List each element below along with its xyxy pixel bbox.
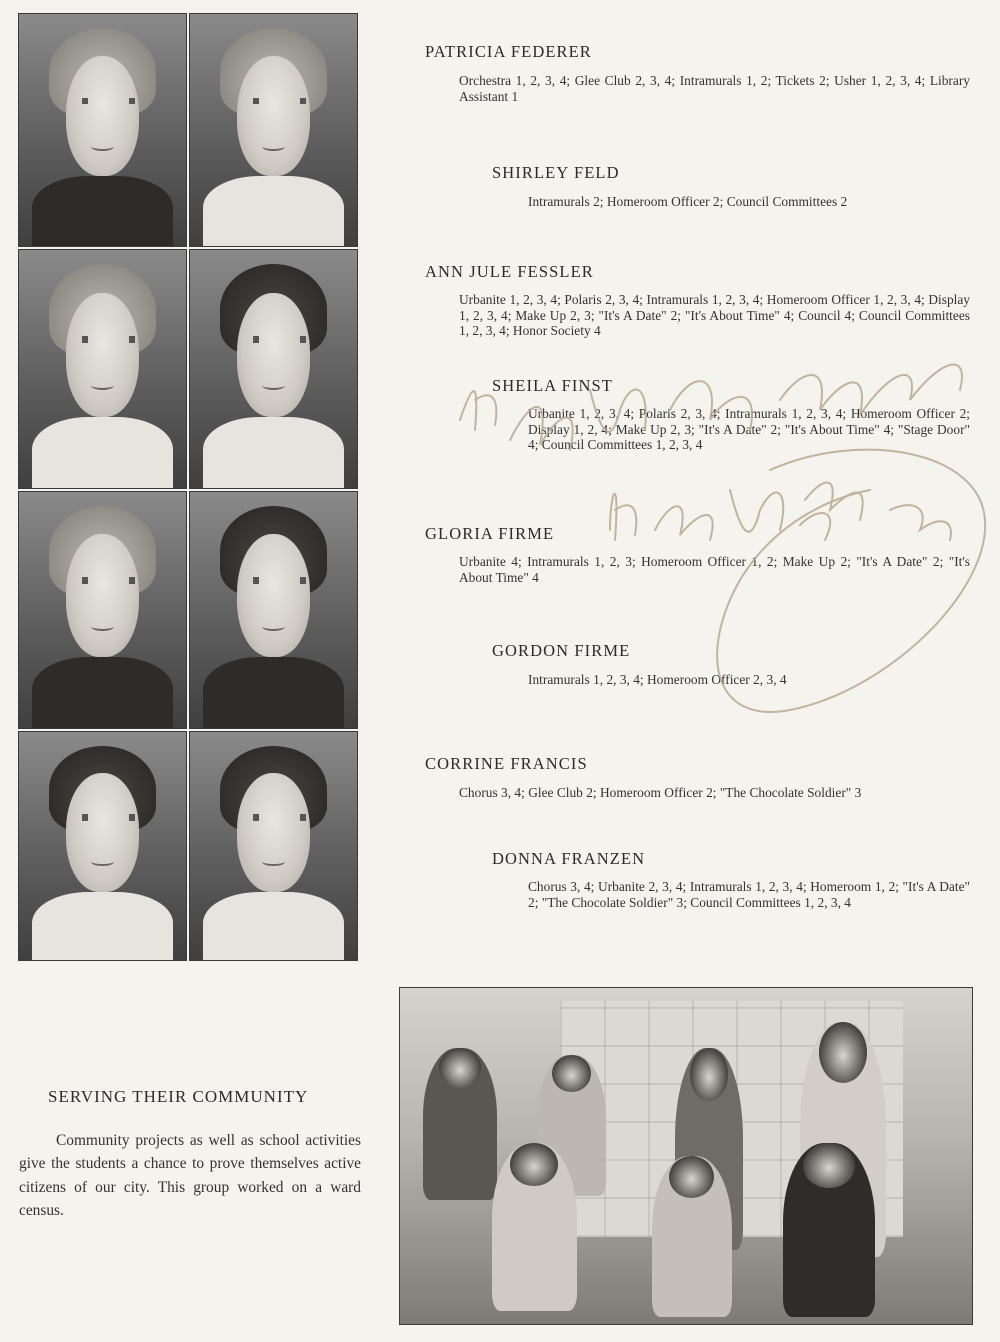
portrait-mouth — [262, 142, 285, 151]
portrait-body — [32, 417, 172, 489]
student-activities: Chorus 3, 4; Glee Club 2; Homeroom Officer 2; "The Chocolate Soldier" 3 — [459, 785, 862, 800]
portrait-body — [203, 417, 343, 489]
portrait-body — [203, 657, 343, 729]
portrait-mouth — [91, 622, 114, 631]
portrait-eyes — [82, 814, 134, 821]
portrait-face — [66, 56, 139, 177]
student-figure — [423, 1048, 497, 1199]
student-name: PATRICIA FEDERER — [425, 42, 592, 61]
portrait-mouth — [262, 381, 285, 390]
figure-head — [552, 1055, 590, 1092]
portrait-eyes — [253, 336, 305, 343]
student-figure — [783, 1143, 875, 1318]
student-activities: Intramurals 1, 2, 3, 4; Homeroom Officer 2, 3, 4 — [528, 672, 787, 687]
student-name: SHEILA FINST — [492, 376, 613, 395]
portrait-eyes — [82, 336, 134, 343]
portrait-face — [237, 293, 310, 417]
figure-head — [819, 1022, 867, 1083]
portrait-gloria-firme — [18, 491, 187, 729]
portrait-eyes — [253, 98, 305, 105]
group-photo — [399, 987, 973, 1325]
portrait-face — [237, 534, 310, 657]
portrait-mouth — [91, 142, 114, 151]
portrait-face — [66, 773, 139, 892]
portrait-corrine-francis — [18, 731, 187, 961]
portrait-face — [66, 293, 139, 417]
portrait-patricia-federer — [18, 13, 187, 247]
portrait-face — [237, 56, 310, 177]
student-activities: Urbanite 1, 2, 3, 4; Polaris 2, 3, 4; Intramurals 1, 2, 3, 4; Homeroom Officer 1, 2, 3, 4; Display 1, 2, 3, 4; Make Up 2, 3; "It's A Date" 2; "It's About Time" 4; Council 4; Council Committees 1, 2, 3, 4; Honor Society 4 — [459, 292, 970, 339]
student-name: SHIRLEY FELD — [492, 163, 620, 182]
portrait-face — [66, 534, 139, 657]
portrait-eyes — [82, 98, 134, 105]
portrait-sheila-finst — [189, 249, 358, 489]
figure-head — [690, 1048, 728, 1100]
portrait-face — [237, 773, 310, 892]
student-activities: Chorus 3, 4; Urbanite 2, 3, 4; Intramurals 1, 2, 3, 4; Homeroom 1, 2; "It's A Date" 2; "The Chocolate Soldier" 3; Council Committees 1, 2, 3, 4 — [528, 879, 970, 910]
portrait-gordon-firme — [189, 491, 358, 729]
figure-head — [510, 1143, 558, 1187]
student-name: CORRINE FRANCIS — [425, 754, 588, 773]
student-figure — [652, 1156, 732, 1317]
student-figure — [492, 1143, 578, 1311]
portrait-ann-jule-fessler — [18, 249, 187, 489]
portrait-eyes — [253, 577, 305, 584]
portrait-body — [203, 892, 343, 961]
caption-title: SERVING THEIR COMMUNITY — [48, 1087, 309, 1106]
student-activities: Intramurals 2; Homeroom Officer 2; Council Committees 2 — [528, 194, 848, 209]
portrait-mouth — [91, 381, 114, 390]
portrait-body — [32, 176, 172, 247]
figure-head — [803, 1143, 854, 1188]
portrait-eyes — [253, 814, 305, 821]
student-activities: Urbanite 1, 2, 3, 4; Polaris 2, 3, 4; Intramurals 1, 2, 3, 4; Homeroom Officer 2; Display 1, 2, 4; Make Up 2, 3; "It's A Date" 2; "It's About Time" 4; "Stage Door" 4; Council Committees 1, 2, 3, 4 — [528, 406, 970, 453]
figure-head — [439, 1048, 481, 1087]
student-activities: Urbanite 4; Intramurals 1, 2, 3; Homeroom Officer 1, 2; Make Up 2; "It's A Date" 2; "It's About Time" 4 — [459, 554, 970, 585]
handwritten-signature — [440, 330, 1000, 750]
portrait-body — [203, 176, 343, 247]
portrait-body — [32, 657, 172, 729]
portrait-eyes — [82, 577, 134, 584]
caption-body: Community projects as well as school activities give the students a chance to prove themselves active citizens of our city. This group worked on a ward census. — [19, 1132, 361, 1219]
portrait-shirley-feld — [189, 13, 358, 247]
student-name: ANN JULE FESSLER — [425, 262, 594, 281]
student-name: DONNA FRANZEN — [492, 849, 646, 868]
student-name: GORDON FIRME — [492, 641, 631, 660]
figure-head — [669, 1156, 714, 1198]
portrait-body — [32, 892, 172, 961]
portrait-mouth — [262, 622, 285, 631]
portrait-donna-franzen — [189, 731, 358, 961]
student-activities: Orchestra 1, 2, 3, 4; Glee Club 2, 3, 4; Intramurals 1, 2; Tickets 2; Usher 1, 2, 3, 4; Library Assistant 1 — [459, 73, 970, 104]
student-name: GLORIA FIRME — [425, 524, 555, 543]
